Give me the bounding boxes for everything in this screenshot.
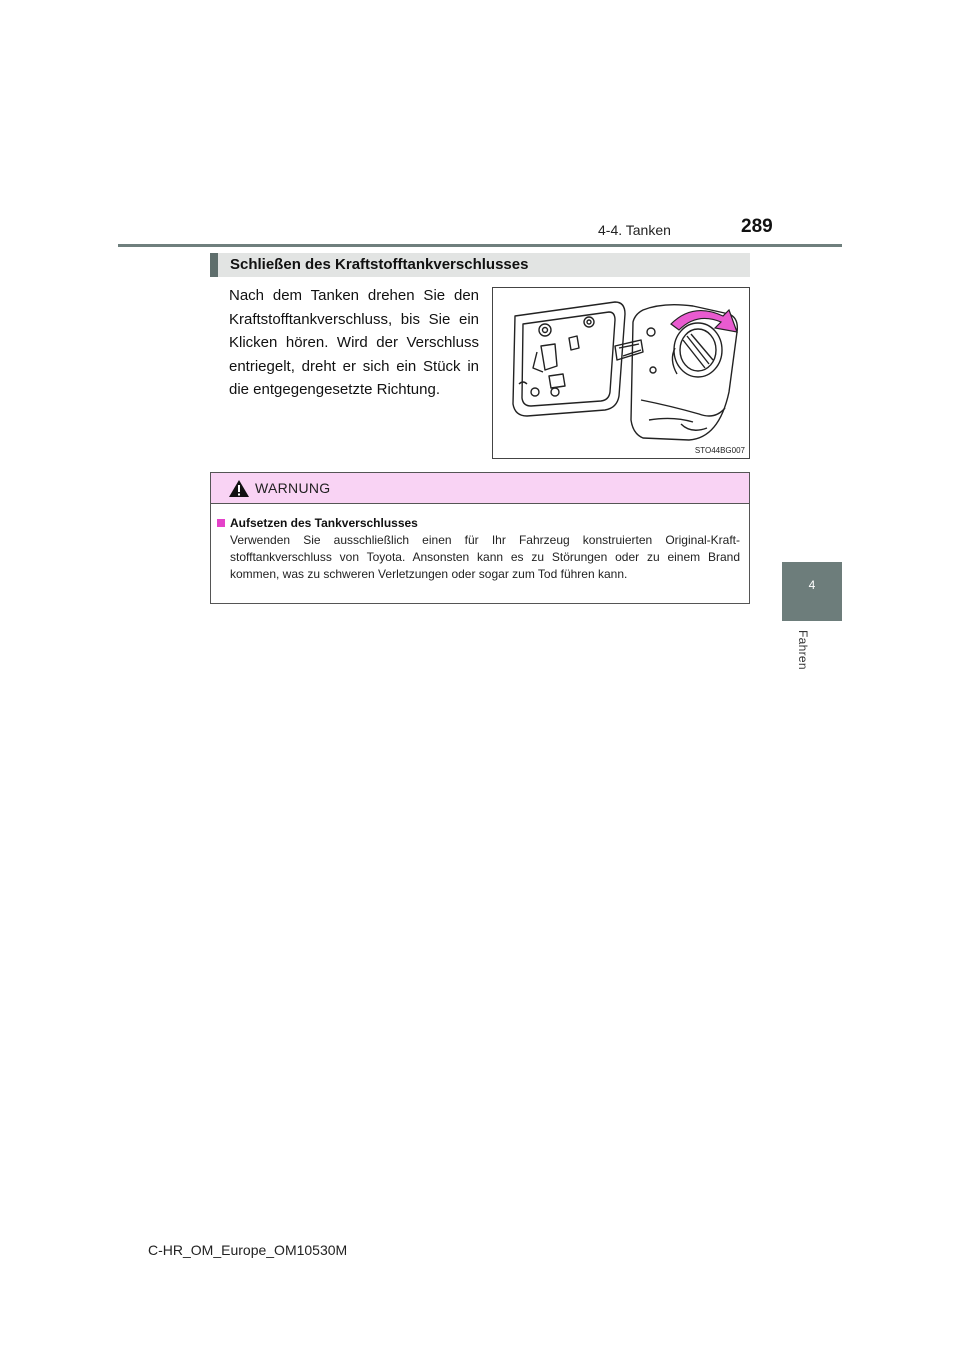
body-paragraph: Nach dem Tanken drehen Sie den Kraftstofftankverschluss, bis Sie ein Klicken hören. Wird der Verschluss entriegelt, dreht er sich ein Stück in die entgegengesetzte Richtung. [229, 287, 479, 398]
warning-triangle-icon [228, 479, 250, 498]
fuel-door-drawing [493, 288, 749, 458]
warning-subheading [217, 516, 418, 530]
warning-header [211, 473, 749, 504]
warning-subheading-text: Aufsetzen des Tankverschlusses [230, 516, 418, 530]
section-heading-bar [210, 253, 750, 277]
header-section-title: 4-4. Tanken [598, 222, 671, 238]
figure-code: STO44BG007 [694, 446, 745, 455]
document-id: C-HR_OM_Europe_OM10530M [148, 1242, 348, 1258]
header-divider [118, 244, 842, 247]
page-number: 289 [741, 216, 773, 237]
warning-title: WARNUNG [255, 480, 331, 496]
rotate-arrow-icon [671, 310, 737, 332]
warning-text: Verwenden Sie ausschließlich einen für Ihr Fahrzeug konstruierten Original-Kraft-stofftankverschluss von Toyota. Ansonsten kann es zu Störungen oder zu einem Brand kommen, was zu schweren Verletzungen oder sogar zum Tod führen kann. [230, 533, 740, 581]
chapter-label: Fahren [796, 630, 810, 670]
warning-box [210, 472, 750, 604]
chapter-tab [782, 562, 842, 621]
fuel-cap-illustration [492, 287, 750, 459]
bullet-square-icon [217, 519, 225, 527]
section-title: Schließen des Kraftstofftankverschlusses [230, 256, 529, 273]
chapter-number: 4 [808, 578, 816, 592]
